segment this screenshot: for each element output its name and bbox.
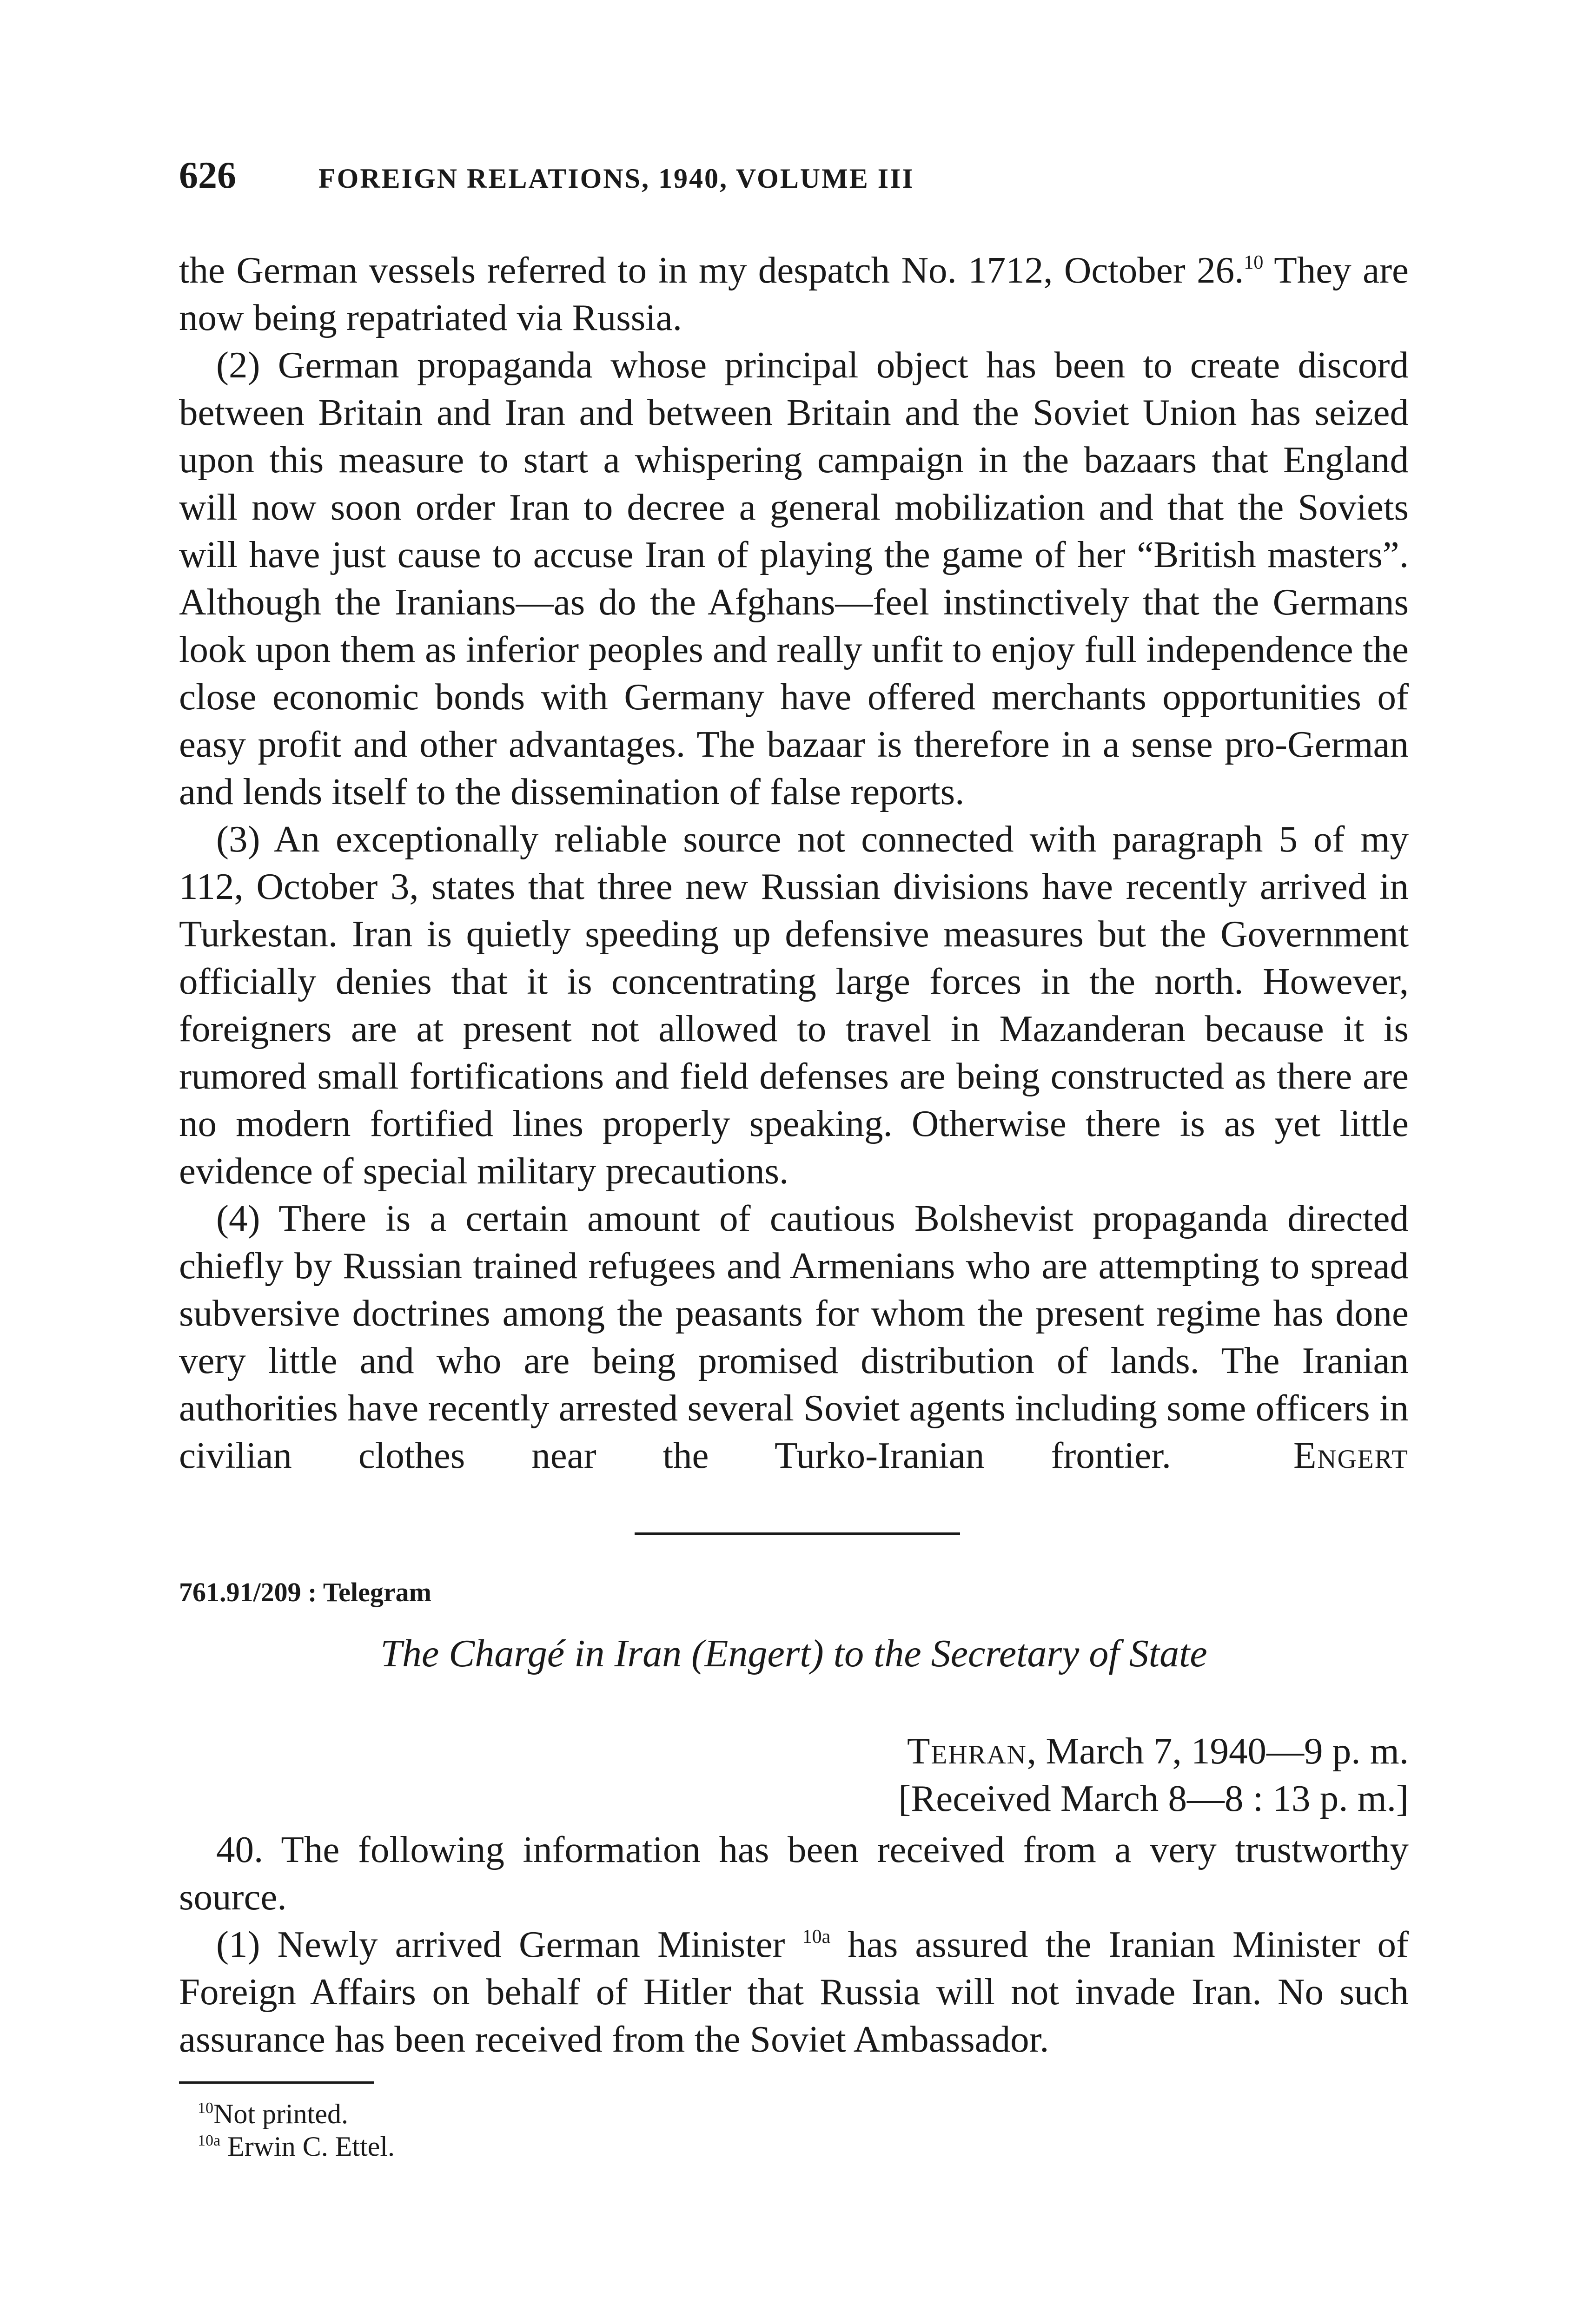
- continued-line-2: They are now being repatriated via Russia.: [179, 249, 1409, 338]
- paragraph-3: (3) An exceptionally reliable source not connected with paragraph 5 of my 112, October 3, states that three new Russian divisions have recently arrived in Turkestan. Iran is quietly speeding up defensive measures but the Government officially denies that it is concentrating large forces in the north. However, foreigners are at present not allowed to travel in Mazanderan because it is rumored small fortifications and field defenses are being constructed as there are no modern fortified lines properly speaking. Otherwise there is as yet little evidence of special military precautions.: [179, 818, 1409, 1192]
- footnote-text: Erwin C. Ettel.: [227, 2131, 395, 2162]
- page-number: 626: [179, 154, 236, 196]
- footnote-10: [198, 2098, 1409, 2130]
- footnote-ref-10a: 10a: [802, 1926, 831, 1948]
- dateline-received: [Received March 8—8 : 13 p. m.]: [898, 1777, 1409, 1819]
- telegram-paragraph-1: 40. The following information has been received from a very trustworthy source.: [179, 1829, 1409, 1918]
- telegram-paragraph-2: [179, 1921, 1409, 2063]
- footnotes: [198, 2098, 1409, 2163]
- telegram-paragraph-2-end: has assured the Iranian Minister of Foreign Affairs on behalf of Hitler that Russia will not invade Iran. No such assurance has been received from the Soviet Ambassador.: [179, 1923, 1409, 2060]
- body-text: [179, 246, 1409, 1479]
- place-name: Tehran: [907, 1730, 1027, 1772]
- dateline-sent: [179, 1727, 1409, 1775]
- footnote-ref-10: 10: [1244, 252, 1264, 273]
- continued-line-1: the German vessels referred to in my despatch No. 1712, October 26.: [179, 249, 1244, 291]
- telegram-body: [179, 1826, 1409, 2063]
- running-head: FOREIGN RELATIONS, 1940, VOLUME III: [318, 163, 914, 194]
- paragraph-4: [179, 1195, 1409, 1479]
- paragraph-4-text: (4) There is a certain amount of cautious Bolshevist propaganda directed chiefly by Russian trained refugees and Armenians who are attempting to spread subversive doctrines among the peasants for whom the present regime has done very little and who are being promised distribution of lands. The Iranian authorities have recently arrested several Soviet agents including some officers in civilian clothes near the Turko-Iranian frontier.: [179, 1197, 1409, 1476]
- footnote-10a: [198, 2130, 1409, 2163]
- paragraph-2: (2) German propaganda whose principal object has been to create discord between Britain and Iran and between Britain and the Soviet Union has seized upon this measure to start a whispering campaign in the bazaars that England will now soon order Iran to decree a general mobilization and that the Soviets will have just cause to accuse Iran of playing the game of her “British masters”. Although the Iranians—as do the Afghans—feel instinctively that the Germans look upon them as inferior peoples and really unfit to enjoy full independence the close economic bonds with Germany have offered merchants opportunities of easy profit and other advantages. The bazaar is therefore in a sense pro-German and lends itself to the dissemination of false reports.: [179, 344, 1409, 812]
- sent-date: , March 7, 1940—9 p. m.: [1027, 1730, 1409, 1772]
- signature-engert: Engert: [1293, 1434, 1409, 1476]
- section-divider: [635, 1532, 960, 1535]
- document-reference: 761.91/209 : Telegram: [179, 1577, 431, 1607]
- footnote-text: Not printed.: [213, 2099, 348, 2129]
- document-page: [179, 153, 1409, 2163]
- footnote-rule: [179, 2081, 374, 2084]
- document-title: The Chargé in Iran (Engert) to the Secretary of State: [380, 1632, 1207, 1675]
- page-header: [179, 153, 1409, 209]
- footnote-mark: 10a: [198, 2132, 221, 2149]
- telegram-paragraph-2-start: (1) Newly arrived German Minister: [216, 1923, 785, 1965]
- continued-paragraph: [179, 246, 1409, 341]
- dateline: [179, 1727, 1409, 1822]
- footnote-mark: 10: [198, 2100, 213, 2117]
